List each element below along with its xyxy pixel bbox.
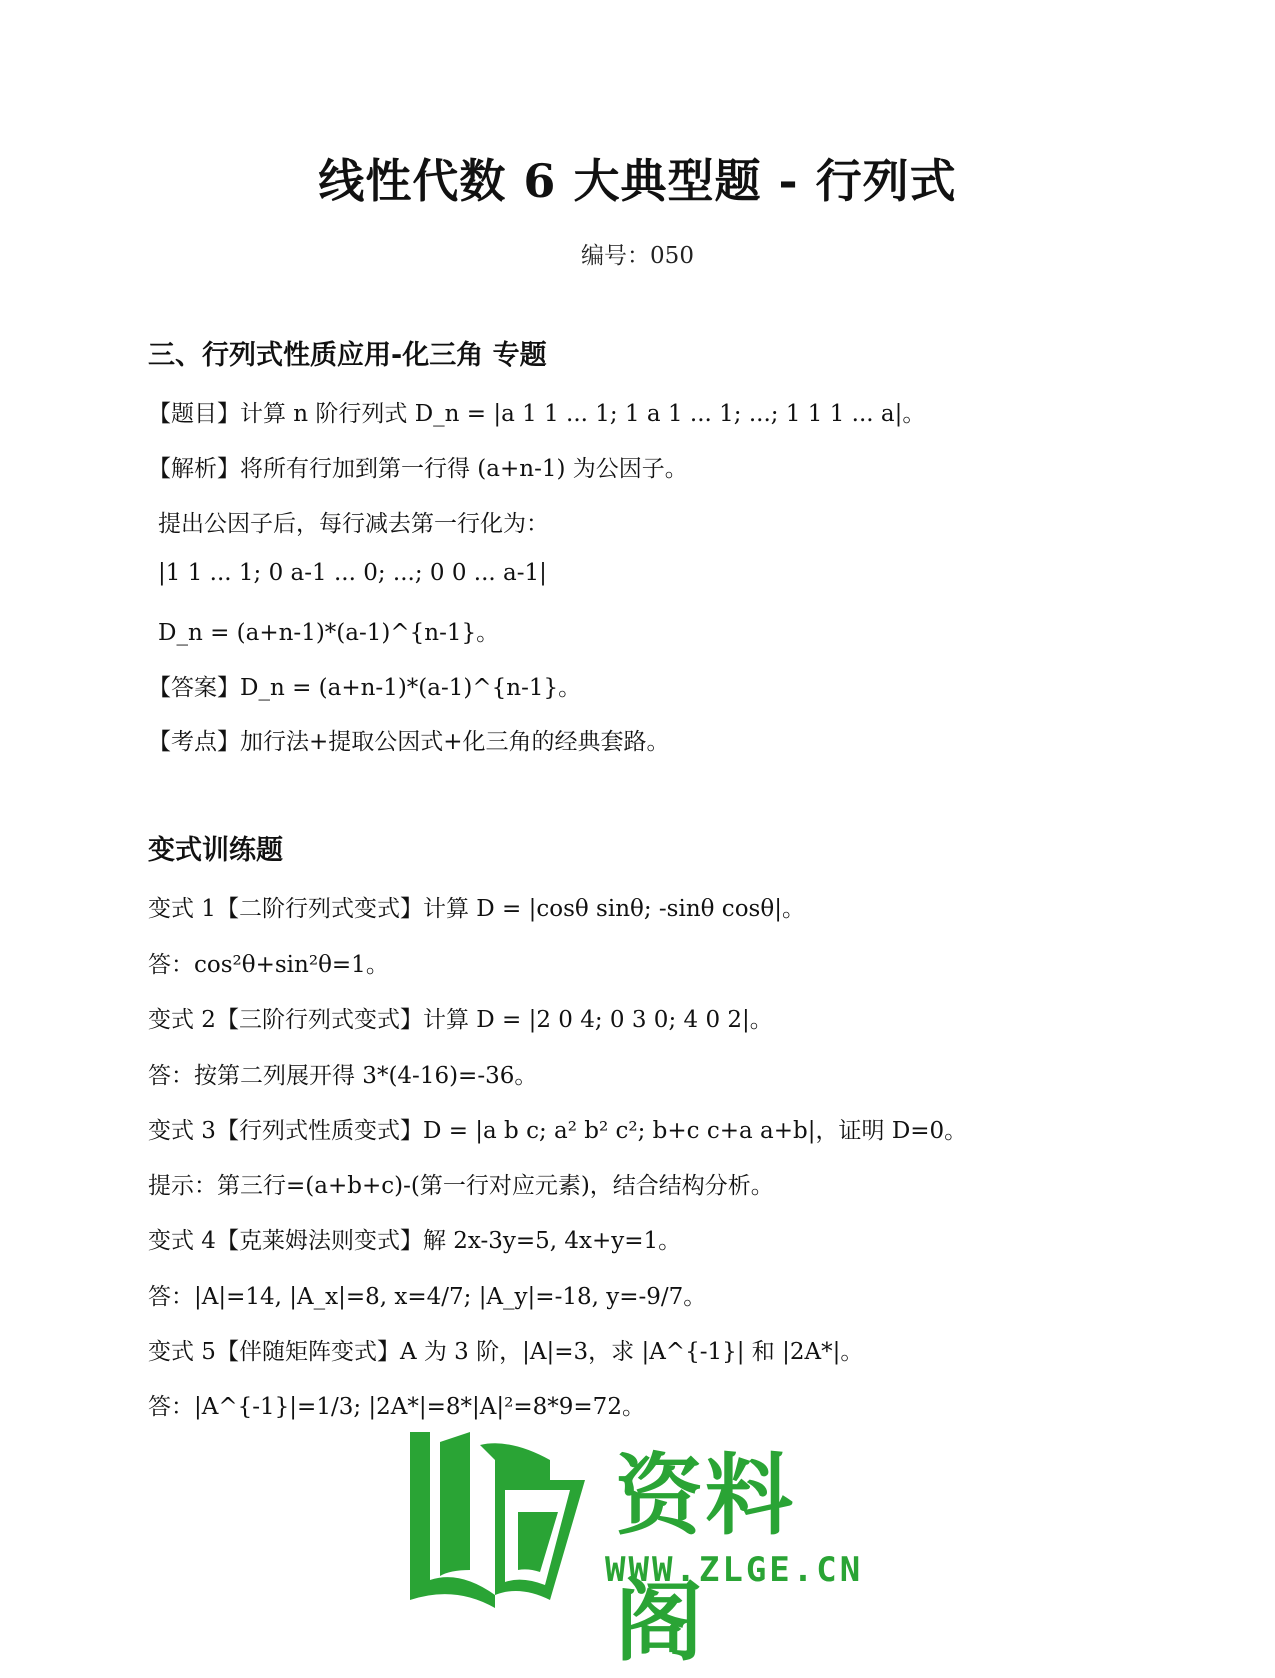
watermark-url: WWW.ZLGE.CN [605, 1550, 864, 1590]
variant-line: 变式 5【伴随矩阵变式】A 为 3 阶，|A|=3，求 |A^{-1}| 和 |2A*|。 [148, 1339, 864, 1365]
watermark-name: 资料阁 [615, 1444, 796, 1673]
document-title: 线性代数 6 大典型题 - 行列式 [318, 154, 957, 208]
variant-answer-line: 答：按第二列展开得 3*(4-16)=-36。 [148, 1063, 538, 1089]
section-heading-2: 变式训练题 [148, 835, 283, 866]
analysis-line: 【解析】将所有行加到第一行得 (a+n-1) 为公因子。 [148, 456, 688, 482]
variant-answer-line: 答：|A|=14, |A_x|=8, x=4/7; |A_y|=-18, y=-9/7。 [148, 1284, 707, 1310]
watermark-logo [400, 1420, 870, 1673]
variant-line: 变式 3【行列式性质变式】D = |a b c; a² b² c²; b+c c+a a+b|，证明 D=0。 [148, 1118, 968, 1144]
variant-line: 变式 1【二阶行列式变式】计算 D = |cosθ sinθ; -sinθ cosθ|。 [148, 896, 805, 922]
answer-line: 【答案】D_n = (a+n-1)*(a-1)^{n-1}。 [148, 675, 582, 701]
variant-line: 变式 4【克莱姆法则变式】解 2x-3y=5, 4x+y=1。 [148, 1228, 682, 1254]
analysis-step-line: 提出公因子后，每行减去第一行化为： [158, 511, 549, 537]
variant-line: 变式 2【三阶行列式变式】计算 D = |2 0 4; 0 3 0; 4 0 2|。 [148, 1007, 773, 1033]
book-icon [400, 1420, 600, 1620]
document-code: 编号：050 [581, 243, 694, 269]
section-heading-1: 三、行列式性质应用-化三角 专题 [148, 340, 547, 371]
matrix-line: |1 1 ... 1; 0 a-1 ... 0; ...; 0 0 ... a-1| [158, 560, 547, 586]
keypoint-line: 【考点】加行法+提取公因式+化三角的经典套路。 [148, 729, 670, 755]
problem-line: 【题目】计算 n 阶行列式 D_n = |a 1 1 ... 1; 1 a 1 ... 1; ...; 1 1 1 ... a|。 [148, 401, 926, 427]
variant-answer-line: 答：|A^{-1}|=1/3; |2A*|=8*|A|²=8*9=72。 [148, 1394, 645, 1420]
variant-hint-line: 提示：第三行=(a+b+c)-(第一行对应元素)，结合结构分析。 [148, 1173, 774, 1199]
result-line: D_n = (a+n-1)*(a-1)^{n-1}。 [158, 620, 500, 646]
variant-answer-line: 答：cos²θ+sin²θ=1。 [148, 952, 389, 978]
